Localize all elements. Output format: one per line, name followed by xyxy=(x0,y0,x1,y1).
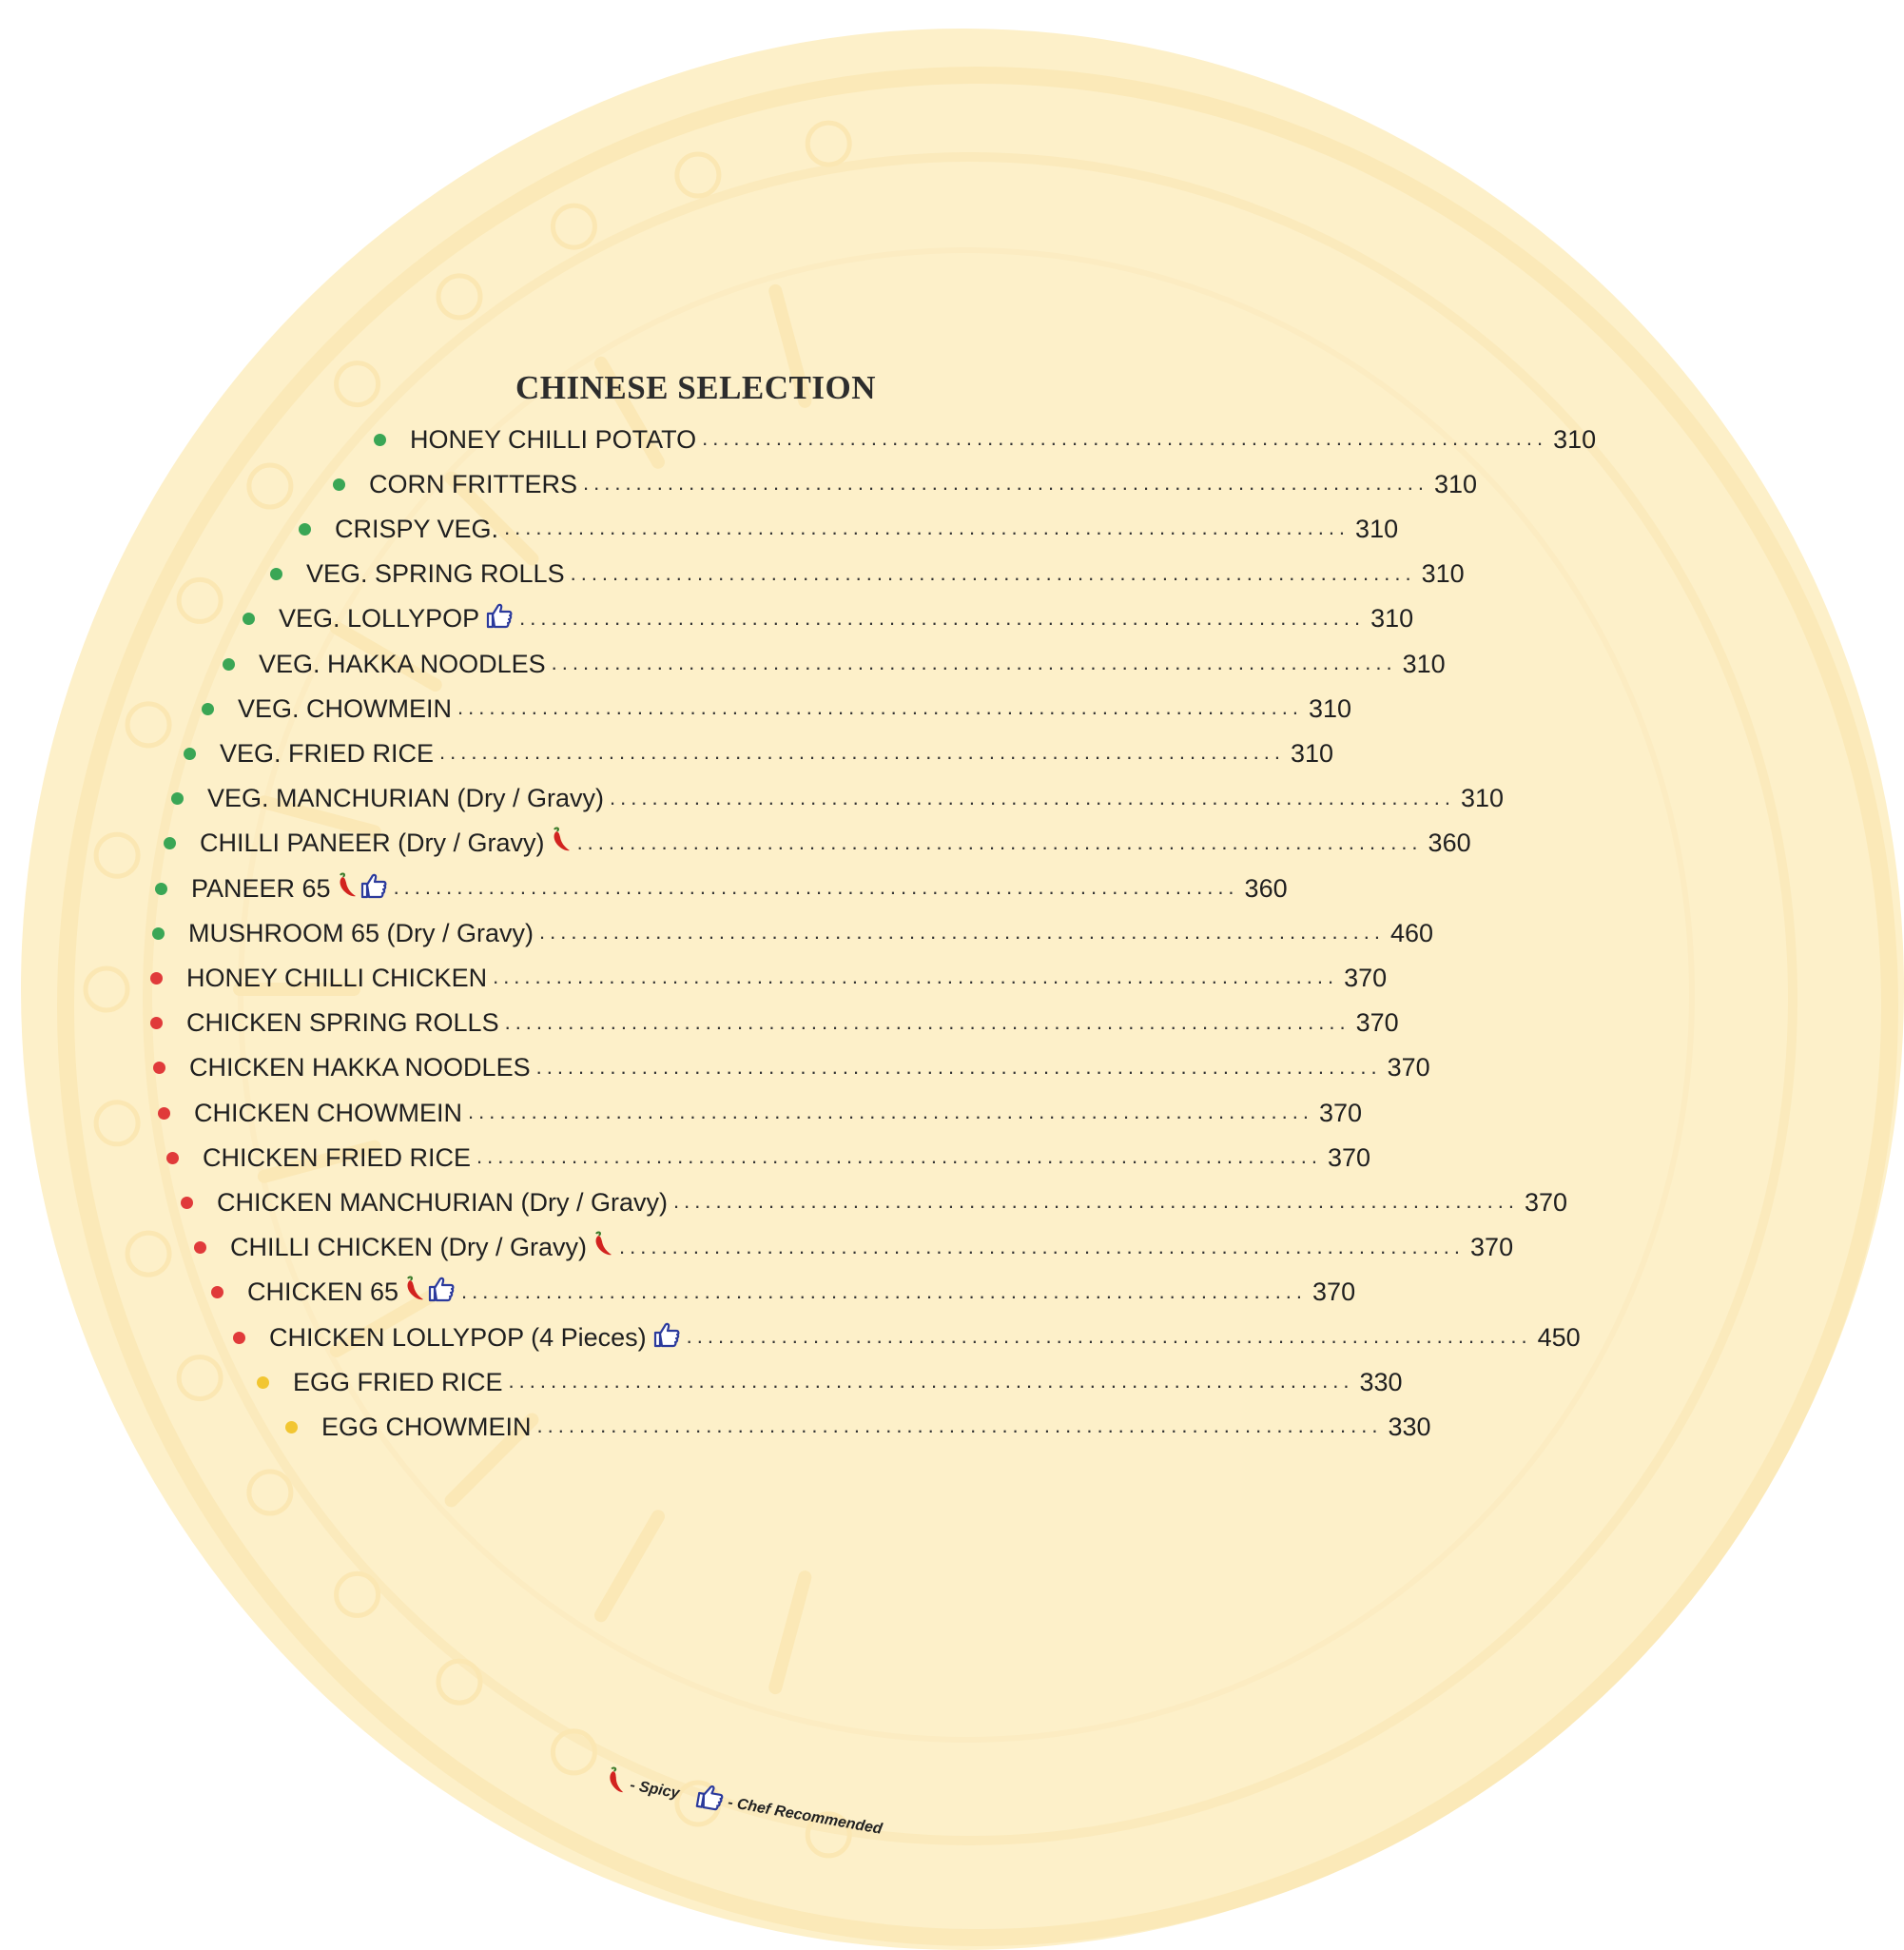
chili-pepper-icon xyxy=(402,1276,425,1309)
veg-indicator-dot xyxy=(164,837,176,849)
menu-item-name: CHICKEN LOLLYPOP (4 Pieces) xyxy=(269,1322,647,1352)
menu-item xyxy=(181,1183,1568,1221)
menu-item-price: 370 xyxy=(1318,1098,1363,1127)
menu-item xyxy=(164,825,1471,863)
veg-indicator-dot xyxy=(155,883,167,895)
menu-item-name: HONEY CHILLI POTATO xyxy=(410,424,697,454)
dot-leader: ................................................................................ xyxy=(476,1144,1323,1169)
nonveg-indicator-dot xyxy=(158,1107,170,1120)
menu-item-name: MUSHROOM 65 (Dry / Gravy) xyxy=(188,918,534,947)
menu-item xyxy=(233,1318,1581,1356)
dot-leader: ................................................................................ xyxy=(504,1009,1350,1034)
menu-item xyxy=(171,780,1505,818)
menu-item-name: PANEER 65 xyxy=(191,873,331,903)
menu-item-price: 360 xyxy=(1244,873,1288,903)
menu-item-price: 460 xyxy=(1390,918,1434,947)
dot-leader: ................................................................................ xyxy=(539,920,1385,945)
dot-leader: ................................................................................ xyxy=(508,1369,1354,1394)
menu-item-price: 370 xyxy=(1312,1277,1356,1307)
nonveg-indicator-dot xyxy=(194,1241,206,1254)
menu-item xyxy=(257,1363,1403,1401)
menu-item-price: 370 xyxy=(1328,1142,1371,1172)
menu-item-price: 360 xyxy=(1428,829,1471,858)
veg-indicator-dot xyxy=(223,658,235,671)
menu-item-price: 370 xyxy=(1470,1233,1514,1262)
dot-leader: ................................................................................ xyxy=(686,1324,1532,1348)
thumbs-up-icon xyxy=(358,871,388,907)
thumbs-up-icon xyxy=(651,1320,681,1355)
dot-leader: ................................................................................ xyxy=(583,471,1428,496)
menu-item xyxy=(374,420,1597,458)
dot-leader: ................................................................................ xyxy=(439,740,1286,765)
veg-indicator-dot xyxy=(184,748,196,760)
menu-item-price: 330 xyxy=(1359,1367,1403,1396)
menu-item xyxy=(155,869,1288,907)
dot-leader: ................................................................................ xyxy=(702,426,1548,450)
menu-item-price: 370 xyxy=(1525,1187,1568,1217)
menu-item xyxy=(184,734,1334,772)
veg-indicator-dot xyxy=(299,523,311,536)
dot-leader: ................................................................................ xyxy=(519,605,1366,630)
dot-leader: ................................................................................ xyxy=(570,560,1416,585)
menu-item-name: VEG. SPRING ROLLS xyxy=(306,559,565,589)
thumbs-up-icon xyxy=(425,1275,456,1310)
dot-leader: ................................................................................ xyxy=(393,875,1239,899)
menu-item xyxy=(194,1229,1514,1267)
menu-item-name: HONEY CHILLI CHICKEN xyxy=(186,963,488,992)
menu-item-price: 370 xyxy=(1355,1008,1399,1038)
menu-item xyxy=(166,1139,1371,1177)
menu-item xyxy=(223,645,1446,683)
menu-item-icons xyxy=(335,871,388,907)
menu-item xyxy=(270,556,1465,594)
veg-indicator-dot xyxy=(270,568,282,580)
dot-leader: ................................................................................ xyxy=(536,1414,1383,1438)
dot-leader: ................................................................................ xyxy=(457,695,1303,720)
menu-item-icons xyxy=(402,1275,456,1310)
menu-item-name: CRISPY VEG. xyxy=(335,514,499,543)
menu-item-price: 310 xyxy=(1461,784,1505,813)
dot-leader: ................................................................................ xyxy=(610,785,1455,809)
thumbs-up-icon xyxy=(483,601,514,636)
menu-item xyxy=(285,1408,1431,1446)
menu-item xyxy=(152,914,1434,952)
menu-item-name: CHICKEN HAKKA NOODLES xyxy=(189,1053,531,1082)
menu-item-icons xyxy=(549,827,572,860)
menu-item-price: 310 xyxy=(1370,604,1414,634)
menu-item-name: CHICKEN 65 xyxy=(247,1277,399,1307)
nonveg-indicator-dot xyxy=(153,1062,165,1074)
egg-indicator-dot xyxy=(285,1421,298,1433)
menu-item-name: VEG. MANCHURIAN (Dry / Gravy) xyxy=(207,784,605,813)
nonveg-indicator-dot xyxy=(150,1017,163,1029)
nonveg-indicator-dot xyxy=(233,1332,245,1344)
menu-item-price: 370 xyxy=(1387,1053,1430,1082)
veg-indicator-dot xyxy=(333,478,345,491)
menu-item-price: 310 xyxy=(1421,559,1465,589)
dot-leader: ................................................................................ xyxy=(493,965,1339,989)
menu-item-name: VEG. CHOWMEIN xyxy=(238,693,453,723)
egg-indicator-dot xyxy=(257,1376,269,1389)
menu-item-price: 310 xyxy=(1402,649,1446,678)
menu-item-icons xyxy=(651,1320,681,1355)
menu-item-name: CHICKEN SPRING ROLLS xyxy=(186,1008,499,1038)
menu-item-name: CHICKEN CHOWMEIN xyxy=(194,1098,462,1127)
menu-item-name: EGG FRIED RICE xyxy=(293,1367,503,1396)
menu-item-price: 330 xyxy=(1388,1412,1431,1441)
menu-item xyxy=(211,1274,1356,1312)
legend-recommended-label: - Chef Recommended xyxy=(727,1794,884,1838)
section-title: CHINESE SELECTION xyxy=(515,369,876,406)
menu-item xyxy=(299,510,1399,548)
chili-pepper-icon xyxy=(591,1231,613,1264)
menu-item-price: 310 xyxy=(1309,693,1352,723)
nonveg-indicator-dot xyxy=(211,1286,223,1298)
dot-leader: ................................................................................ xyxy=(673,1189,1519,1214)
nonveg-indicator-dot xyxy=(181,1197,193,1209)
menu-item-price: 370 xyxy=(1344,963,1388,992)
menu-item-icons xyxy=(483,601,514,636)
nonveg-indicator-dot xyxy=(150,972,163,985)
veg-indicator-dot xyxy=(152,927,165,940)
menu-item-price: 310 xyxy=(1553,424,1597,454)
menu-item xyxy=(153,1049,1430,1087)
menu-item-icons xyxy=(591,1231,613,1264)
legend-spicy-label: - Spicy xyxy=(629,1776,681,1802)
chili-pepper-icon xyxy=(335,872,358,906)
menu-item-name: VEG. HAKKA NOODLES xyxy=(259,649,546,678)
dot-leader: ................................................................................ xyxy=(461,1278,1308,1303)
veg-indicator-dot xyxy=(202,703,214,715)
veg-indicator-dot xyxy=(374,434,386,446)
menu-item-name: CHILLI CHICKEN (Dry / Gravy) xyxy=(230,1233,588,1262)
menu-item-name: CHICKEN FRIED RICE xyxy=(203,1142,472,1172)
dot-leader: ................................................................................ xyxy=(468,1100,1313,1123)
menu-item-price: 450 xyxy=(1537,1322,1581,1352)
dot-leader: ................................................................................ xyxy=(576,829,1423,854)
menu-item xyxy=(243,600,1414,638)
menu-item xyxy=(202,690,1352,728)
veg-indicator-dot xyxy=(243,613,255,625)
dot-leader: ................................................................................ xyxy=(551,651,1397,674)
menu-item-name: CORN FRITTERS xyxy=(369,469,577,498)
menu-item-name: CHILLI PANEER (Dry / Gravy) xyxy=(200,829,545,858)
menu-item-price: 310 xyxy=(1291,738,1334,768)
dot-leader: ................................................................................ xyxy=(504,516,1350,540)
menu-item xyxy=(333,465,1478,503)
menu-item-name: VEG. FRIED RICE xyxy=(220,738,435,768)
menu-item-price: 310 xyxy=(1355,514,1399,543)
menu-item xyxy=(158,1094,1363,1132)
nonveg-indicator-dot xyxy=(166,1152,179,1164)
menu-item xyxy=(150,1004,1399,1043)
dot-leader: ................................................................................ xyxy=(535,1054,1382,1079)
chili-pepper-icon xyxy=(549,827,572,860)
dot-leader: ................................................................................ xyxy=(619,1234,1466,1258)
menu-item-name: CHICKEN MANCHURIAN (Dry / Gravy) xyxy=(217,1187,669,1217)
thumbs-up-icon xyxy=(693,1781,728,1819)
menu-item-price: 310 xyxy=(1433,469,1478,498)
menu-item-name: VEG. LOLLYPOP xyxy=(279,604,480,634)
chili-pepper-icon xyxy=(603,1765,629,1800)
menu-item xyxy=(150,959,1388,997)
menu-item-name: EGG CHOWMEIN xyxy=(321,1412,532,1441)
veg-indicator-dot xyxy=(171,792,184,805)
